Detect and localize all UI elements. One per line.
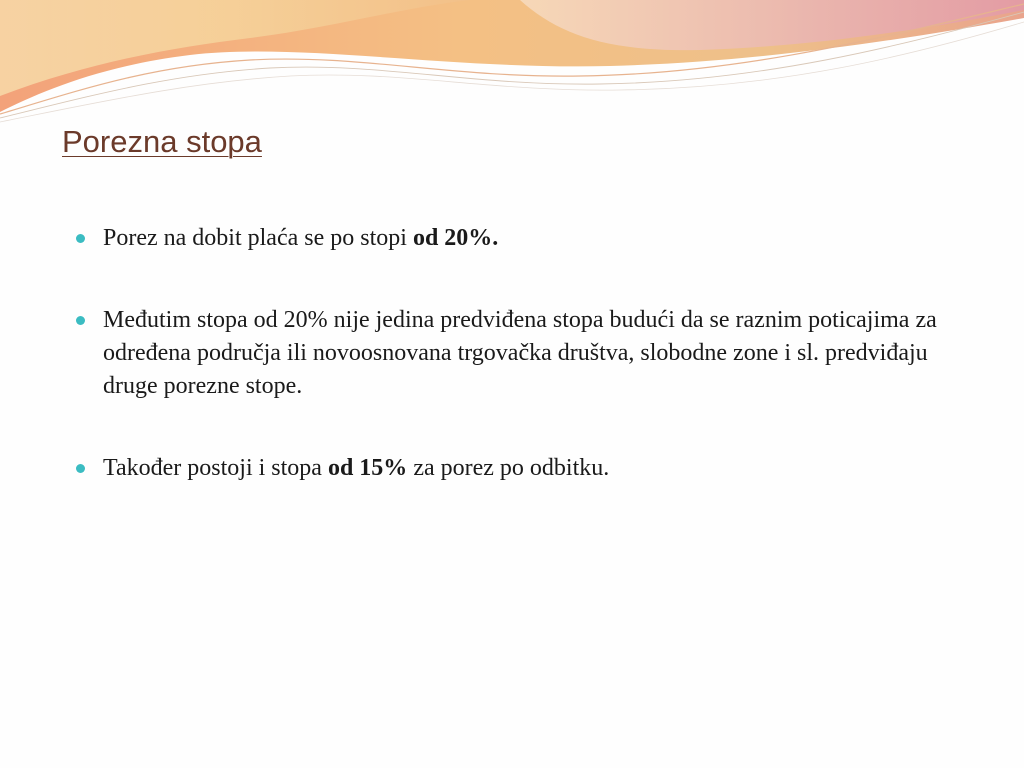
bullet-text <box>103 307 937 399</box>
bullet-dot-icon <box>76 464 85 473</box>
bullet-item <box>74 222 954 255</box>
bullet-dot-icon <box>76 316 85 325</box>
decorative-wave-banner <box>0 0 1024 130</box>
bullet-list <box>74 222 954 534</box>
bullet-text <box>103 455 609 481</box>
bullet-text-bold: od 20%. <box>412 225 499 251</box>
bullet-item <box>74 452 954 485</box>
bullet-text-part: Porez na dobit plaća se po stopi <box>103 225 413 251</box>
bullet-item <box>74 304 954 403</box>
bullet-text-part: Međutim stopa od 20% nije jedina predviđena stopa budući da se raznim poticajima za određena područja ili novoosnovana trgovačka društva, slobodne zone i sl. predviđaju druge porezne stope. <box>103 307 937 399</box>
bullet-dot-icon <box>76 234 85 243</box>
bullet-text-bold: od 15% <box>327 455 408 481</box>
bullet-text <box>103 225 498 251</box>
bullet-text-part: Također postoji i stopa <box>103 455 328 481</box>
slide-title: Porezna stopa <box>62 124 262 159</box>
bullet-text-part: za porez po odbitku. <box>407 455 610 481</box>
